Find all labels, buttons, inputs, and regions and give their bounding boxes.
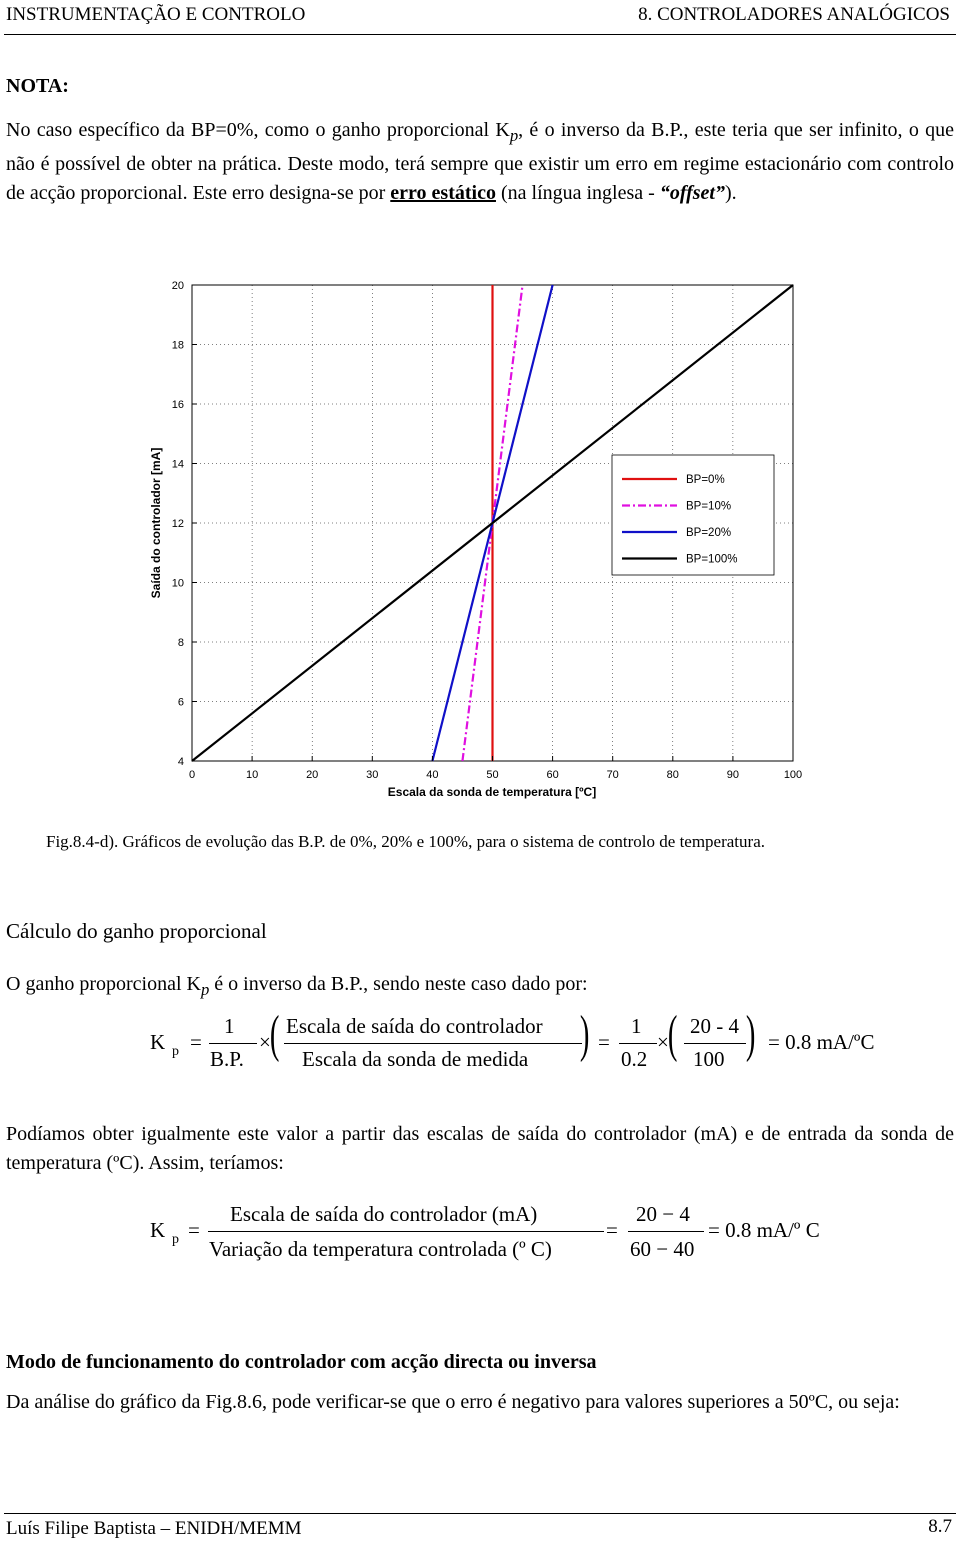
eq1-num4: 20 - 4 bbox=[690, 1014, 739, 1038]
eq2-k: K bbox=[150, 1218, 166, 1242]
eq2-num2: 20 − 4 bbox=[636, 1202, 690, 1226]
eq1-equals: = bbox=[190, 1030, 202, 1054]
footer-rule bbox=[4, 1513, 956, 1514]
eq1-den2: Escala da sonda de medida bbox=[302, 1047, 529, 1071]
eq1-den4: 100 bbox=[693, 1047, 725, 1071]
eq1-num1: 1 bbox=[224, 1014, 235, 1038]
x-tick-label: 70 bbox=[606, 769, 619, 781]
nota-text-3: (na língua inglesa - bbox=[495, 182, 660, 204]
nota-paragraph bbox=[6, 116, 954, 208]
x-tick-label: 30 bbox=[366, 769, 379, 781]
y-tick-label: 14 bbox=[171, 458, 184, 471]
legend-label-1: BP=10% bbox=[686, 500, 732, 513]
eq1-lparen2: ( bbox=[667, 1006, 678, 1063]
x-tick-label: 90 bbox=[726, 769, 740, 781]
eq1-fracline3 bbox=[619, 1043, 657, 1044]
eq2-equals: = bbox=[188, 1218, 200, 1242]
eq1-den3: 0.2 bbox=[621, 1047, 648, 1071]
paragraph-escalas: Podíamos obter igualmente este valor a partir das escalas de saída do controlador (mA) e de entrada da sonda de temperatura (ºC). Assim, teríamos: bbox=[6, 1123, 954, 1174]
eq1-lparen: ( bbox=[269, 1006, 280, 1063]
y-tick-label: 18 bbox=[171, 339, 184, 352]
eq1-fracline4 bbox=[684, 1043, 746, 1044]
eq2-num1: Escala de saída do controlador (mA) bbox=[230, 1202, 538, 1226]
eq2-fracline1 bbox=[208, 1231, 604, 1232]
x-tick-label: 100 bbox=[783, 769, 803, 781]
eq1-rparen: ) bbox=[579, 1006, 590, 1063]
header-left: INSTRUMENTAÇÃO E CONTROLO bbox=[6, 4, 306, 25]
section-title-modo: Modo de funcionamento do controlador com acção directa ou inversa bbox=[6, 1351, 597, 1373]
ganho-intro bbox=[6, 970, 954, 1004]
x-tick-label: 60 bbox=[546, 769, 559, 781]
chart-legend bbox=[612, 455, 774, 575]
eq1-fracline1 bbox=[209, 1043, 257, 1044]
eq1-times: × bbox=[259, 1030, 271, 1054]
legend-label-2: BP=20% bbox=[686, 527, 732, 539]
ganho-intro-b: é o inverso da B.P., sendo neste caso dado por: bbox=[209, 973, 588, 995]
eq2-result: = 0.8 mA/º C bbox=[708, 1218, 820, 1242]
x-tick-label: 10 bbox=[245, 769, 259, 781]
eq1-num2: Escala de saída do controlador bbox=[286, 1014, 543, 1038]
nota-title: NOTA: bbox=[6, 75, 69, 97]
nota-sub: p bbox=[509, 126, 519, 145]
eq1-times2: × bbox=[657, 1030, 669, 1054]
y-tick-label: 20 bbox=[171, 280, 184, 292]
figure-caption: Fig.8.4-d). Gráficos de evolução das B.P. de 0%, 20% e 100%, para o sistema de controlo de temperatura. bbox=[46, 832, 765, 851]
eq2-ksub: p bbox=[172, 1232, 179, 1247]
y-tick-label: 8 bbox=[177, 637, 184, 649]
y-tick-label: 6 bbox=[177, 696, 184, 709]
x-tick-label: 80 bbox=[666, 769, 679, 781]
eq2-equals2: = bbox=[606, 1218, 618, 1242]
y-tick-label: 16 bbox=[171, 399, 184, 411]
eq1-equals2: = bbox=[598, 1030, 610, 1054]
header-rule bbox=[4, 34, 956, 35]
y-axis-label: Saída do controlador [mA] bbox=[149, 447, 163, 599]
footer-page-number: 8.7 bbox=[928, 1516, 952, 1537]
eq1-den1: B.P. bbox=[210, 1047, 244, 1071]
y-tick-label: 12 bbox=[171, 518, 184, 530]
x-tick-label: 0 bbox=[188, 769, 196, 781]
x-tick-label: 20 bbox=[306, 769, 319, 781]
nota-text-4: ). bbox=[725, 182, 737, 204]
ganho-intro-a: O ganho proporcional K bbox=[6, 973, 201, 995]
section-title-ganho: Cálculo do ganho proporcional bbox=[6, 919, 267, 943]
eq2-fracline2 bbox=[628, 1231, 704, 1232]
legend-label-0: BP=0% bbox=[686, 474, 725, 486]
nota-text-1: No caso específico da BP=0%, como o ganho proporcional K bbox=[6, 119, 510, 141]
footer-left: Luís Filipe Baptista – ENIDH/MEMM bbox=[6, 1518, 302, 1539]
x-axis-label: Escala da sonda de temperatura [ºC] bbox=[387, 785, 597, 799]
eq2-den2: 60 − 40 bbox=[630, 1237, 695, 1261]
legend-label-3: BP=100% bbox=[686, 553, 738, 566]
y-tick-label: 4 bbox=[177, 756, 184, 768]
paragraph-modo: Da análise do gráfico da Fig.8.6, pode verificar-se que o erro é negativo para valores superiores a 50ºC, ou seja: bbox=[6, 1391, 900, 1413]
erro-estatico-term: erro estático bbox=[390, 182, 496, 204]
eq2-den1: Variação da temperatura controlada (º C) bbox=[209, 1237, 552, 1261]
eq1-k: K bbox=[150, 1030, 166, 1054]
nota-text-2: , é o inverso da B.P., este teria que ser infinito, o que não é possível de obter na prática. Deste modo, terá sempre que existir um erro em regime estacionário com controlo de acção proporcional. Este erro designa-se por bbox=[6, 119, 954, 204]
eq1-ksub: p bbox=[172, 1044, 179, 1059]
header-right: 8. CONTROLADORES ANALÓGICOS bbox=[638, 4, 950, 25]
ganho-intro-sub: p bbox=[200, 980, 210, 999]
eq1-result: = 0.8 mA/ºC bbox=[768, 1030, 875, 1054]
eq1-fracline2 bbox=[284, 1043, 582, 1044]
x-tick-label: 40 bbox=[426, 769, 439, 781]
eq1-num3: 1 bbox=[631, 1014, 642, 1038]
x-tick-label: 50 bbox=[486, 769, 499, 781]
bp-chart bbox=[130, 262, 820, 807]
eq1-rparen2: ) bbox=[745, 1006, 756, 1063]
offset-term: “offset” bbox=[659, 182, 725, 204]
y-tick-label: 10 bbox=[171, 577, 184, 590]
